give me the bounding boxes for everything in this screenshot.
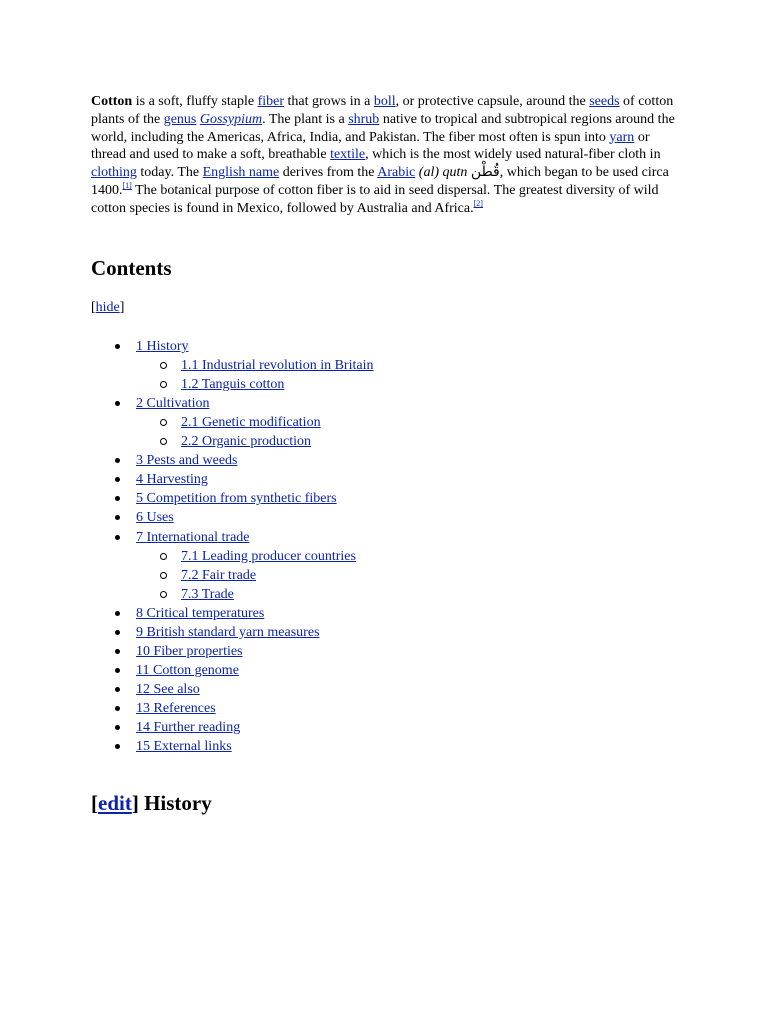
toc-sublink[interactable]: 7.1 Leading producer countries (181, 548, 356, 564)
toc-sublist (136, 413, 373, 451)
citation-2[interactable] (474, 199, 483, 208)
toc-sublink[interactable]: 2.2 Organic production (181, 434, 311, 450)
toc-sublink[interactable]: 1.2 Tanguis cotton (181, 377, 285, 393)
intro-text: The botanical purpose of cotton fiber is to aid in seed dispersal. The greatest diversity of wild cotton species is found in Mexico, followed by Australia and Africa. (91, 182, 659, 216)
link-fiber[interactable]: fiber (257, 94, 285, 109)
link-yarn[interactable]: yarn (609, 129, 635, 145)
edit-bracket: ] (131, 791, 139, 815)
toc-link[interactable]: 9 British standard yarn measures (136, 624, 320, 640)
toc-link[interactable]: 1 History (136, 339, 189, 354)
toc-item (91, 337, 373, 394)
contents-heading: Contents (91, 256, 172, 280)
toc-subitem (136, 566, 373, 585)
intro-text: قُطْن, which began to be used circa 1400. (91, 165, 669, 198)
toc-link[interactable]: 14 Further reading (136, 720, 241, 736)
intro-text: or thread and used to make a soft, breathable (91, 129, 650, 163)
toc-item (91, 642, 373, 661)
toc-subitem (136, 432, 373, 451)
toc-link[interactable]: 3 Pests and weeds (136, 453, 238, 469)
link-textile[interactable]: textile (330, 147, 366, 163)
toc-item (91, 623, 373, 642)
toggle-bracket: [ (91, 300, 96, 315)
article-subject: Cotton (91, 94, 133, 109)
intro-text: derives from the (279, 165, 378, 181)
toc-link[interactable]: 2 Cultivation (136, 396, 210, 412)
citation-1-link[interactable]: [1] (122, 180, 132, 190)
contents-toggle (91, 300, 124, 316)
intro-text: , which is the most widely used natural-fiber cloth in (365, 147, 661, 163)
toc-link[interactable]: 10 Fiber properties (136, 643, 243, 659)
toc-item (91, 737, 373, 756)
toc-item (91, 528, 373, 604)
toc-subitem (136, 585, 373, 604)
intro-text: , or protective capsule, around the (395, 94, 590, 109)
toc-link[interactable]: 15 External links (136, 739, 232, 755)
toc-item (91, 394, 373, 451)
toc-sublink[interactable]: 7.2 Fair trade (181, 567, 257, 583)
toc-subitem (136, 547, 373, 566)
toc-sublink[interactable]: 7.3 Trade (181, 586, 234, 602)
toc-link[interactable]: 4 Harvesting (136, 472, 208, 488)
toc-item (91, 489, 373, 508)
toc-sublink[interactable]: 2.1 Genetic modification (181, 415, 321, 431)
toc-item (91, 508, 373, 527)
toc-link[interactable]: 5 Competition from synthetic fibers (136, 491, 337, 507)
intro-text: is a soft, fluffy staple (132, 94, 258, 109)
toc-subitem (136, 413, 373, 432)
toc-item (91, 680, 373, 699)
citation-1[interactable] (123, 181, 132, 190)
intro-text: native to tropical and subtropical regions around the world, including the Americas, Africa, India, and Pakistan. The fiber most often is spun into (91, 111, 675, 145)
link-seeds[interactable]: seeds (589, 94, 620, 109)
link-arabic[interactable]: Arabic (377, 165, 416, 181)
toc-link[interactable]: 11 Cotton genome (136, 662, 239, 678)
toc-sublink[interactable]: 1.1 Industrial revolution in Britain (181, 358, 374, 374)
toc-link[interactable]: 6 Uses (136, 510, 174, 526)
toc-item (91, 661, 373, 680)
toc-sublist (136, 547, 373, 604)
table-of-contents (91, 337, 373, 756)
link-clothing[interactable]: clothing (91, 165, 137, 181)
toggle-bracket: ] (119, 300, 125, 315)
toc-link[interactable]: 8 Critical temperatures (136, 605, 265, 621)
toc-link[interactable]: 7 International trade (136, 529, 250, 545)
hide-toggle-link[interactable]: hide (95, 300, 120, 315)
toc-subitem (136, 356, 373, 375)
toc-item (91, 470, 373, 489)
citation-2-link[interactable]: [2] (473, 198, 483, 208)
transliteration: (al) qutn (418, 165, 468, 181)
link-boll[interactable]: boll (373, 94, 396, 109)
link-english-name[interactable]: English name (202, 165, 280, 181)
intro-text: . The plant is a (262, 111, 349, 127)
toc-item (91, 604, 373, 623)
toc-item (91, 451, 373, 470)
article (91, 93, 681, 815)
link-genus[interactable]: genus (163, 111, 197, 127)
intro-paragraph (91, 93, 681, 218)
intro-text: today. The (136, 165, 203, 181)
section-title: History (138, 791, 212, 815)
intro-text: of cotton plants of the (91, 94, 674, 127)
toc-item (91, 718, 373, 737)
link-gossypium[interactable]: Gossypium (199, 111, 263, 127)
edit-bracket: [ (91, 791, 98, 815)
section-heading-history (91, 791, 212, 816)
toc-sublist (136, 356, 373, 394)
toc-subitem (136, 375, 373, 394)
toc-link[interactable]: 12 See also (136, 682, 200, 698)
toc-item (91, 699, 373, 718)
intro-text: that grows in a (284, 94, 374, 109)
link-shrub[interactable]: shrub (348, 111, 380, 127)
toc-link[interactable]: 13 References (136, 701, 216, 717)
edit-link[interactable]: edit (98, 791, 132, 815)
